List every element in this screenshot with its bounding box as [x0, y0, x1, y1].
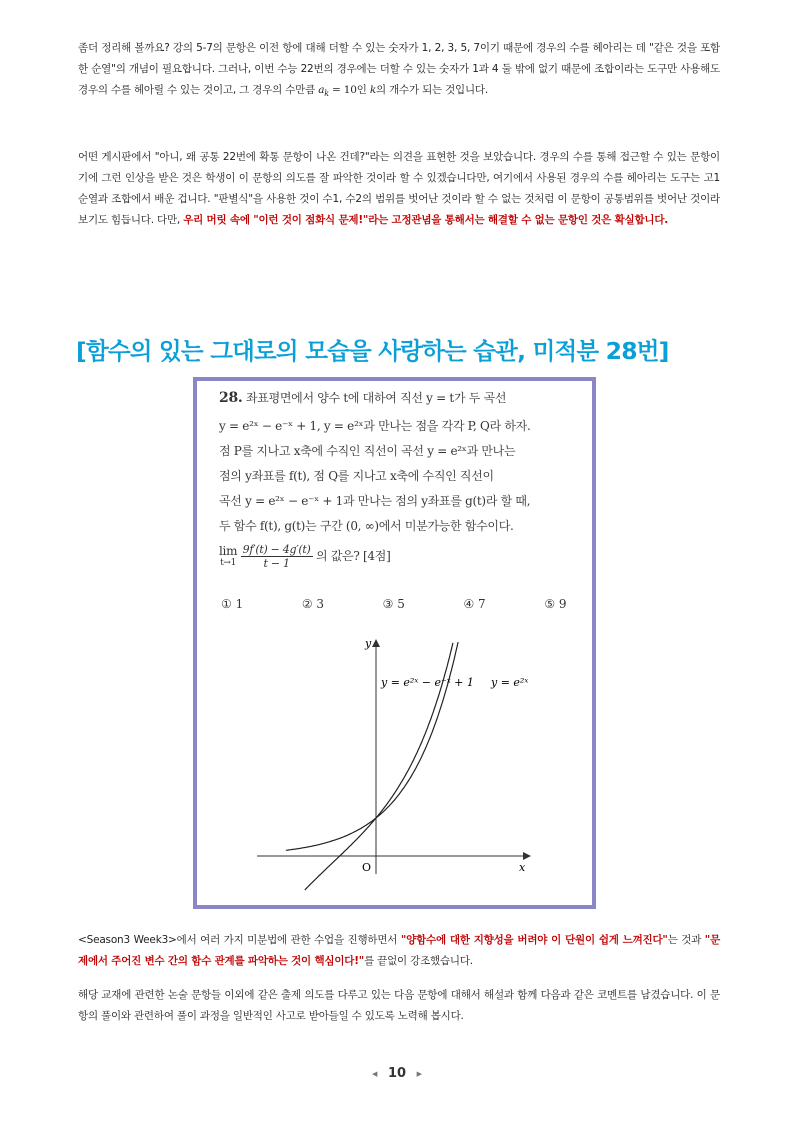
highlight-red: 우리 머릿 속에 "이런 것이 점화식 문제!"라는 고정관념을 통해서는 해결할 수 없는 문항인 것은 확실합니다.	[183, 214, 669, 226]
choice-2: ② 3	[301, 597, 325, 611]
choice-5: ⑤ 9	[544, 597, 567, 611]
paragraph-comment: 해당 교재에 관련한 논술 문항들 이외에 같은 출제 의도를 다루고 있는 다음 문항에 대해서 해설과 함께 다음과 같은 코멘트를 남겼습니다. 이 문항의 풀이와 관련하여 풀이 과정을 일반적인 사고로 받아들일 수 있도록 노력해 봅시다.	[78, 989, 720, 1022]
limit-fraction: $\frac{9f'(t) - 4g'(t)}{t - 1}$	[242, 543, 311, 570]
problem-number: 28.	[219, 390, 243, 406]
curve1-label: y = e²ˣ − e⁻ˣ + 1	[381, 676, 474, 689]
function-graph	[197, 381, 592, 905]
right-triangle-icon: ▶	[416, 1069, 422, 1078]
highlight-red-1: "양함수에 대한 지향성을 버려야 이 단원이 쉽게 느껴진다"	[400, 934, 668, 946]
curve-e2x	[286, 642, 458, 850]
problem-box	[193, 377, 596, 909]
choice-1: ① 1	[221, 597, 244, 611]
page-footer	[0, 1066, 794, 1081]
problem-limit-line: lim t→1 $\frac{9f'(t) - 4g'(t)}{t - 1}$ 의 값은? [4점]	[219, 543, 391, 570]
problem-line-3: 점 P를 지나고 x축에 수직인 직선이 곡선 y = e²ˣ과 만나는	[219, 444, 516, 458]
x-axis-label: x	[519, 861, 526, 874]
math-a-k: $a_k = 10$	[318, 84, 357, 99]
page-number: 10	[387, 1066, 407, 1081]
problem-line-6: 두 함수 f(t), g(t)는 구간 (0, ∞)에서 미분가능한 함수이다.	[219, 519, 514, 533]
problem-line-2: y = e²ˣ − e⁻ˣ + 1, y = e²ˣ과 만나는 점을 각각 P, Q라 하자.	[219, 419, 531, 433]
problem-line-5: 곡선 y = e²ˣ − e⁻ˣ + 1과 만나는 점의 y좌표를 g(t)라 할 때,	[219, 494, 531, 508]
choice-3: ③ 5	[382, 597, 405, 611]
paragraph-board: 어떤 게시판에서 "아니, 왜 공통 22번에 확통 문항이 나온 건데?"라는 의견을 표현한 것을 보았습니다. 경우의 수를 통해 접근할 수 있는 문항이기에 그런 인상을 받은 것은 학생이 이 문항의 의도를 잘 파악한 것이라 할 수 있겠습니다만, 여기에서 사용된 경우의 수를 헤아리는 도구는 고1 순열과 조합에서 배운 겁니다. "판별식"을 사용한 것이 수1, 수2의 범위를 벗어난 것이라 할 수 없는 것처럼 이 문항이 공통범위를 벗어난 것이라 보기도 힘듭니다. 다만, 우리 머릿 속에 "이런 것이 점화식 문제!"라는 고정관념을 통해서는 해결할 수 없는 문항인 것은 확실합니다.	[78, 151, 720, 226]
problem-line-4: 점의 y좌표를 f(t), 점 Q를 지나고 x축에 수직인 직선이	[219, 469, 494, 483]
curve2-label: y = e²ˣ	[491, 676, 529, 689]
y-axis-label: y	[365, 637, 372, 650]
left-triangle-icon: ◀	[372, 1069, 378, 1078]
section-heading: [함수의 있는 그대로의 모습을 사랑하는 습관, 미적분 28번]	[76, 337, 669, 365]
paragraph-season: <Season3 Week3>에서 여러 가지 미분법에 관한 수업을 진행하면서 "양함수에 대한 지향성을 버려야 이 단원이 쉽게 느껴진다"는 것과 "문제에서 주어진 변수 간의 함수 관계를 파악하는 것이 핵심이다!"를 끝없이 강조했습니다.	[78, 934, 721, 967]
limit-symbol: lim t→1	[219, 543, 238, 568]
origin-label: O	[362, 861, 372, 874]
choice-4: ④ 7	[463, 597, 486, 611]
problem-line-1: 좌표평면에서 양수 t에 대하여 직선 y = t가 두 곡선	[245, 391, 507, 405]
paragraph-intro: 좀더 정리해 볼까요? 강의 5-7의 문항은 이전 항에 대해 더할 수 있는 숫자가 1, 2, 3, 5, 7이기 때문에 경우의 수를 헤아리는 데 "같은 것을 포함한 순열"의 개념이 필요합니다. 그러나, 이번 수능 22번의 경우에는 더할 수 있는 숫자가 1과 4 둘 밖에 없기 때문에 조합이라는 도구만 사용해도 경우의 수를 헤아릴 수 있는 것이고, 그 경우의 수만큼 $a_k = 10$인 k의 개수가 되는 것입니다.	[78, 42, 720, 99]
highlight-red-2: "문제에서 주어진 변수 간의 함수 관계를 파악하는 것이 핵심이다!"	[78, 934, 721, 967]
